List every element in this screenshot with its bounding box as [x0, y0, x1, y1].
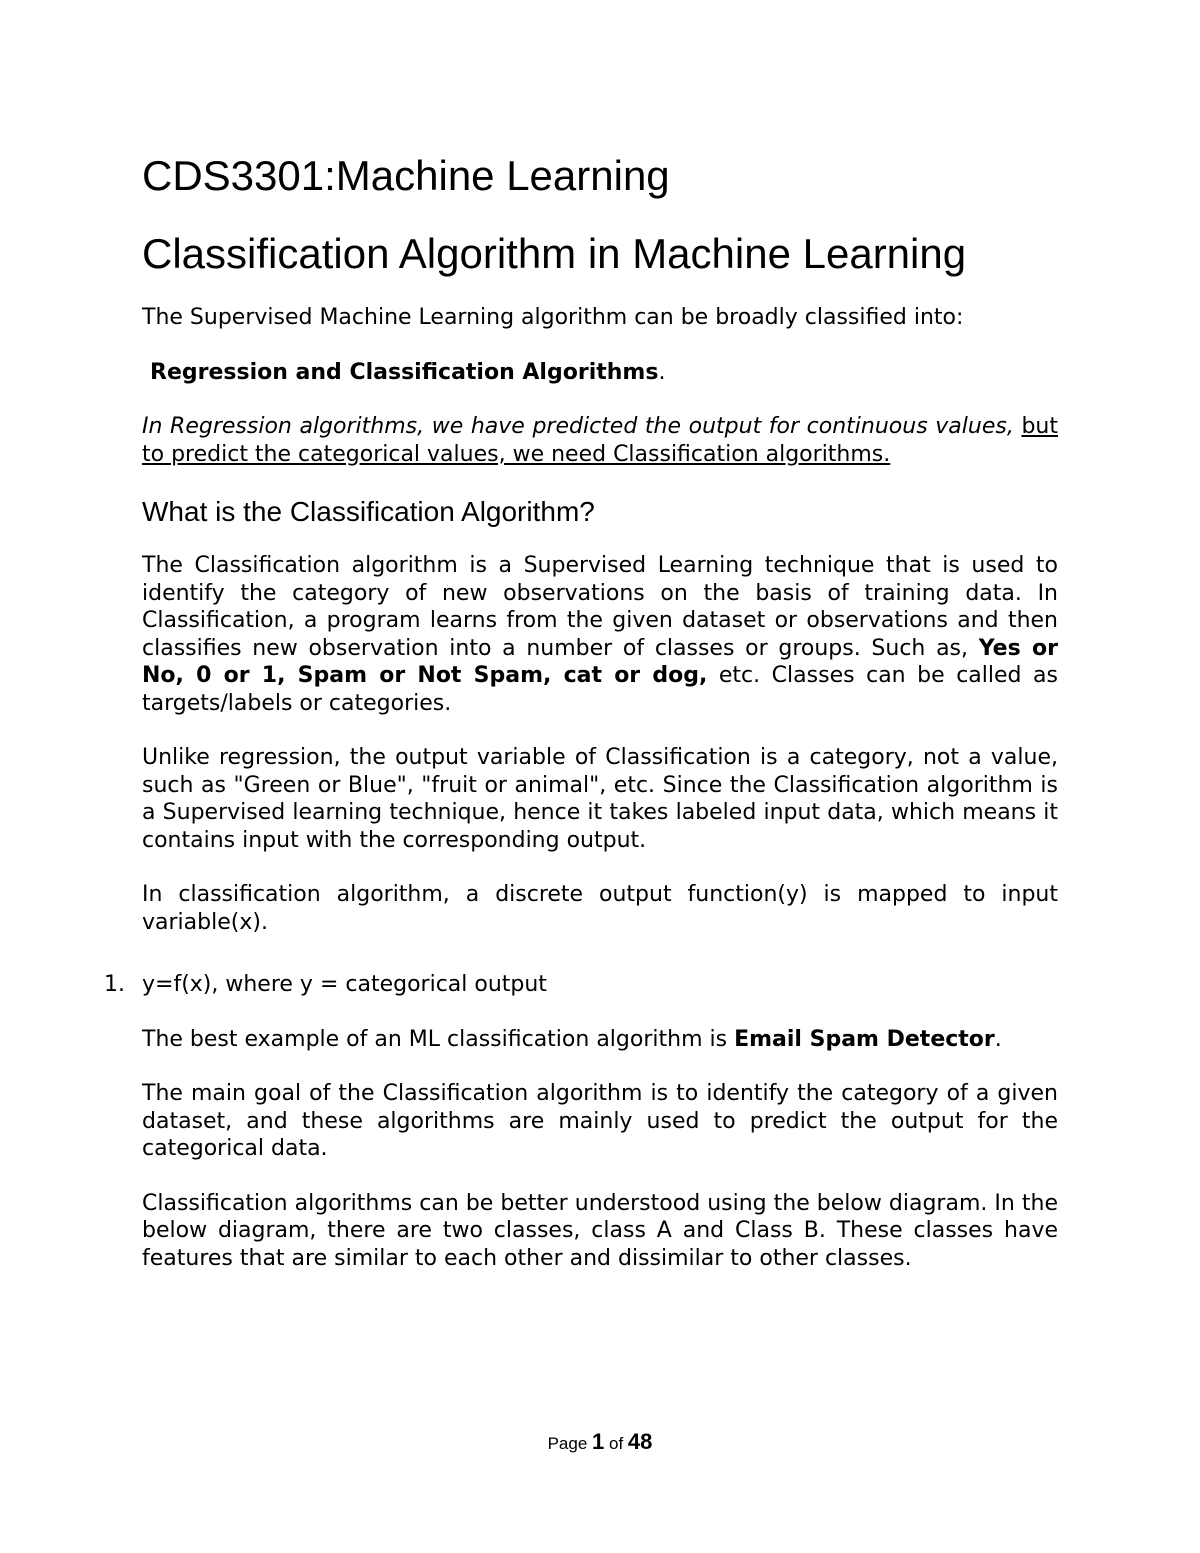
definition-text-after: etc. Classes can be called as targets/labels or categories.: [142, 663, 1058, 716]
section-heading-what-is: What is the Classification Algorithm?: [142, 496, 595, 527]
list-item: [104, 971, 1058, 999]
regression-underlined-text: but to predict the categorical values, we need Classification algorithms.: [142, 414, 1058, 467]
unlike-regression-paragraph: Unlike regression, the output variable of Classification is a category, not a value, such as "Green or Blue", "fruit or animal", etc. Since the Classification algorithm is a Supervised learning technique, hence it takes labeled input data, which means it contains input with the corresponding output.: [142, 745, 1058, 853]
document-subtitle: Classification Algorithm in Machine Learning: [142, 230, 967, 277]
page-footer: [0, 1428, 1200, 1458]
list-item-number: 1.: [104, 972, 125, 997]
example-tail: .: [994, 1026, 1002, 1052]
intro-paragraph: The Supervised Machine Learning algorithm can be broadly classified into:: [142, 305, 964, 330]
example-paragraph: [142, 1026, 1058, 1054]
diagram-paragraph: Classification algorithms can be better understood using the below diagram. In the below diagram, there are two classes, class A and Class B. These classes have features that are similar to each other and dissimilar to other classes.: [142, 1190, 1058, 1271]
document-title: CDS3301:Machine Learning: [142, 152, 670, 199]
footer-page-label: Page: [547, 1434, 588, 1453]
footer-of-label: of: [609, 1434, 624, 1453]
regression-classification-tail: .: [658, 359, 666, 385]
example-bold: Email Spam Detector: [734, 1026, 995, 1052]
mapping-paragraph: In classification algorithm, a discrete output function(y) is mapped to input variable(x).: [142, 882, 1058, 935]
footer-total-pages: 48: [627, 1429, 653, 1454]
regression-classification-bold: Regression and Classification Algorithms: [150, 359, 659, 385]
definition-text-before: The Classification algorithm is a Supervised Learning technique that is used to identify the category of new observations on the basis of training data. In Classification, a program learns from the given dataset or observations and then classifies new observation into a number of classes or groups. Such as,: [142, 553, 1058, 661]
definition-bold-examples: Yes or No, 0 or 1, Spam or Not Spam, cat or dog,: [142, 635, 1059, 688]
footer-page-number: 1: [592, 1429, 605, 1454]
goal-paragraph: The main goal of the Classification algorithm is to identify the category of a given dataset, and these algorithms are mainly used to predict the output for the categorical data.: [142, 1081, 1058, 1161]
example-text-before: The best example of an ML classification algorithm is: [142, 1026, 728, 1052]
regression-paragraph: [142, 413, 1058, 468]
regression-classification-line: [142, 359, 1058, 387]
list-item-text: y=f(x), where y = categorical output: [142, 972, 547, 997]
definition-paragraph: [142, 552, 1058, 717]
regression-italic-text: In Regression algorithms, we have predicted the output for continuous values,: [142, 414, 1014, 439]
page-content: [104, 150, 1059, 1272]
